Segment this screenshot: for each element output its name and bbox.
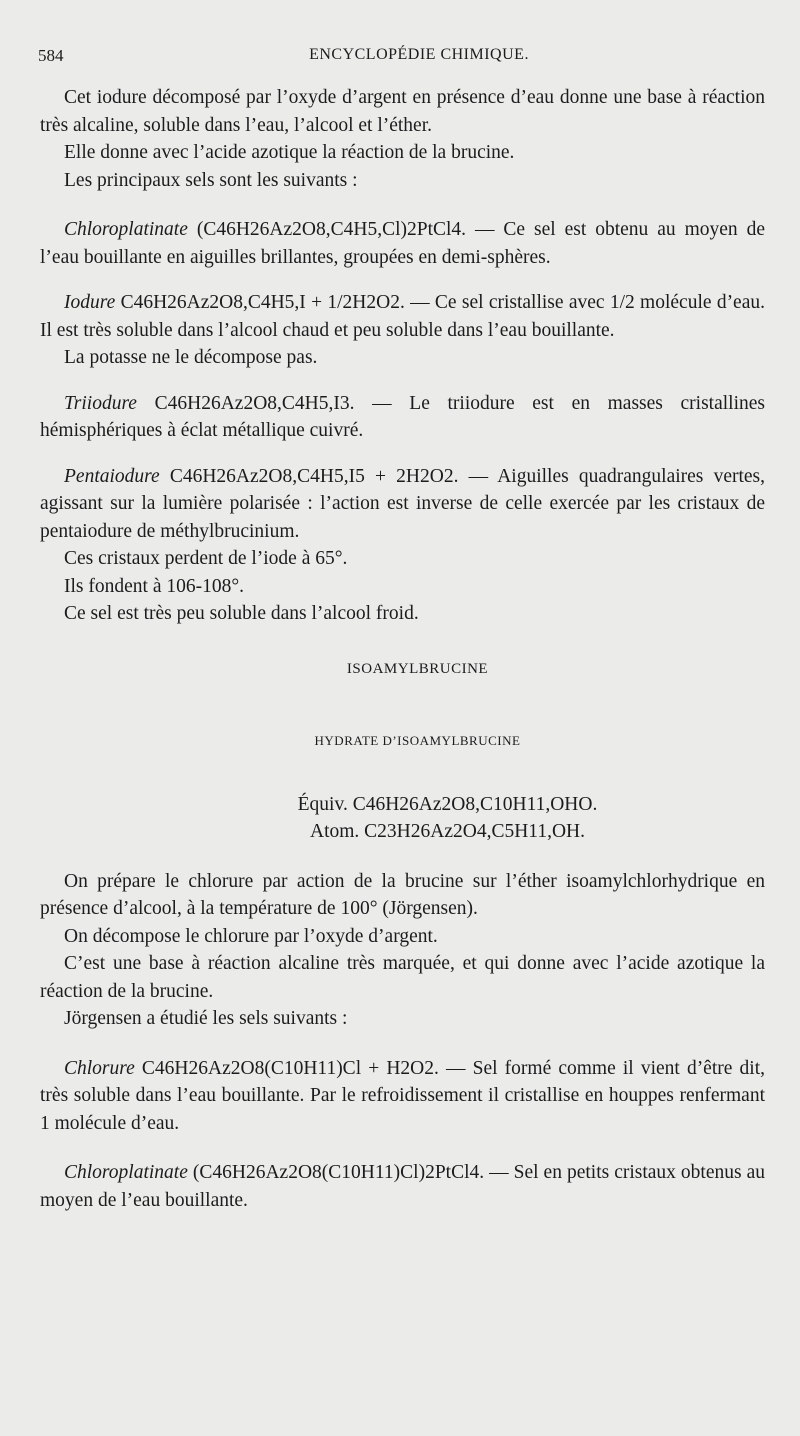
page-number: 584 — [38, 46, 64, 65]
salt-text: C46H26Az2O8(C10H11)Cl + H2O2. — Sel formé comme il vient d’être dit, très soluble dans l’eau bouillante. Par le refroidissement il cristallise en houppes renfermant 1 molécule d’eau. — [40, 1057, 765, 1134]
salt-entry — [40, 463, 765, 546]
salt-name: Iodure — [64, 292, 116, 313]
paragraph: Les principaux sels sont les suivants : — [64, 169, 358, 191]
paragraph: Elle donne avec l’acide azotique la réaction de la brucine. — [64, 142, 515, 163]
running-header — [38, 46, 760, 72]
salt-entry — [40, 1055, 765, 1138]
salt-text: (C46H26Az2O8,C4H5,Cl)2PtCl4. — Ce sel est obtenu au moyen de l’eau bouillante en aiguilles brillantes, groupées en demi-sphères. — [40, 219, 766, 268]
salt-entry — [40, 390, 765, 445]
salt-text: C46H26Az2O8,C4H5,I5 + 2H2O2. — Aiguilles quadrangulaires vertes, agissant sur la lumière polarisée : l’action est inverse de celle exercée par les cristaux de pentaiodure de méthylbrucinium. — [40, 465, 765, 542]
paragraph: Jörgensen a étudié les sels suivants : — [64, 1008, 348, 1029]
subsection-heading: HYDRATE D’ISOAMYLBRUCINE — [314, 733, 521, 748]
equiv-formula: Équiv. C46H26Az2O8,C10H11,OHO. — [297, 793, 598, 815]
paragraph: On prépare le chlorure par action de la brucine sur l’éther isoamylchlorhydrique en présence d’alcool, à la température de 100° (Jörgensen). — [40, 870, 765, 919]
salt-text: (C46H26Az2O8(C10H11)Cl)2PtCl4. — Sel en petits cristaux obtenus au moyen de l’eau bouillante. — [40, 1162, 766, 1211]
salt-name: Chlorure — [64, 1057, 135, 1079]
salt-name: Triiodure — [64, 392, 137, 414]
paragraph: Cet iodure décomposé par l’oxyde d’argent en présence d’eau donne une base à réaction très alcaline, soluble dans l’eau, l’alcool et l’éther. — [40, 87, 765, 136]
salt-entry — [40, 1159, 765, 1214]
paragraph: Ces cristaux perdent de l’iode à 65°. — [64, 548, 348, 569]
salt-entry — [40, 216, 765, 271]
salt-name: Chloroplatinate — [64, 1162, 188, 1183]
salt-text: C46H26Az2O8,C4H5,I + 1/2H2O2. — Ce sel cristallise avec 1/2 molécule d’eau. Il est très soluble dans l’alcool chaud et peu soluble dans l’eau bouillante. — [40, 292, 765, 341]
paragraph: La potasse ne le décompose pas. — [64, 347, 318, 368]
paragraph: C’est une base à réaction alcaline très marquée, et qui donne avec l’acide azotique la réaction de la brucine. — [40, 953, 765, 1002]
header-title: ENCYCLOPÉDIE CHIMIQUE. — [309, 46, 529, 63]
paragraph: Ce sel est très peu soluble dans l’alcool froid. — [64, 603, 419, 624]
salt-name: Chloroplatinate — [64, 219, 188, 240]
salt-name: Pentaiodure — [64, 465, 160, 487]
paragraph: On décompose le chlorure par l’oxyde d’argent. — [64, 925, 438, 947]
salt-text: C46H26Az2O8,C4H5,I3. — Le triiodure est en masses cristallines hémisphériques à éclat métallique cuivré. — [40, 392, 765, 441]
salt-entry — [40, 289, 765, 344]
paragraph: Ils fondent à 106-108°. — [64, 575, 245, 597]
atom-formula: Atom. C23H26Az2O4,C5H11,OH. — [310, 821, 585, 842]
section-heading: ISOAMYLBRUCINE — [346, 660, 489, 677]
page-body — [40, 84, 765, 1214]
